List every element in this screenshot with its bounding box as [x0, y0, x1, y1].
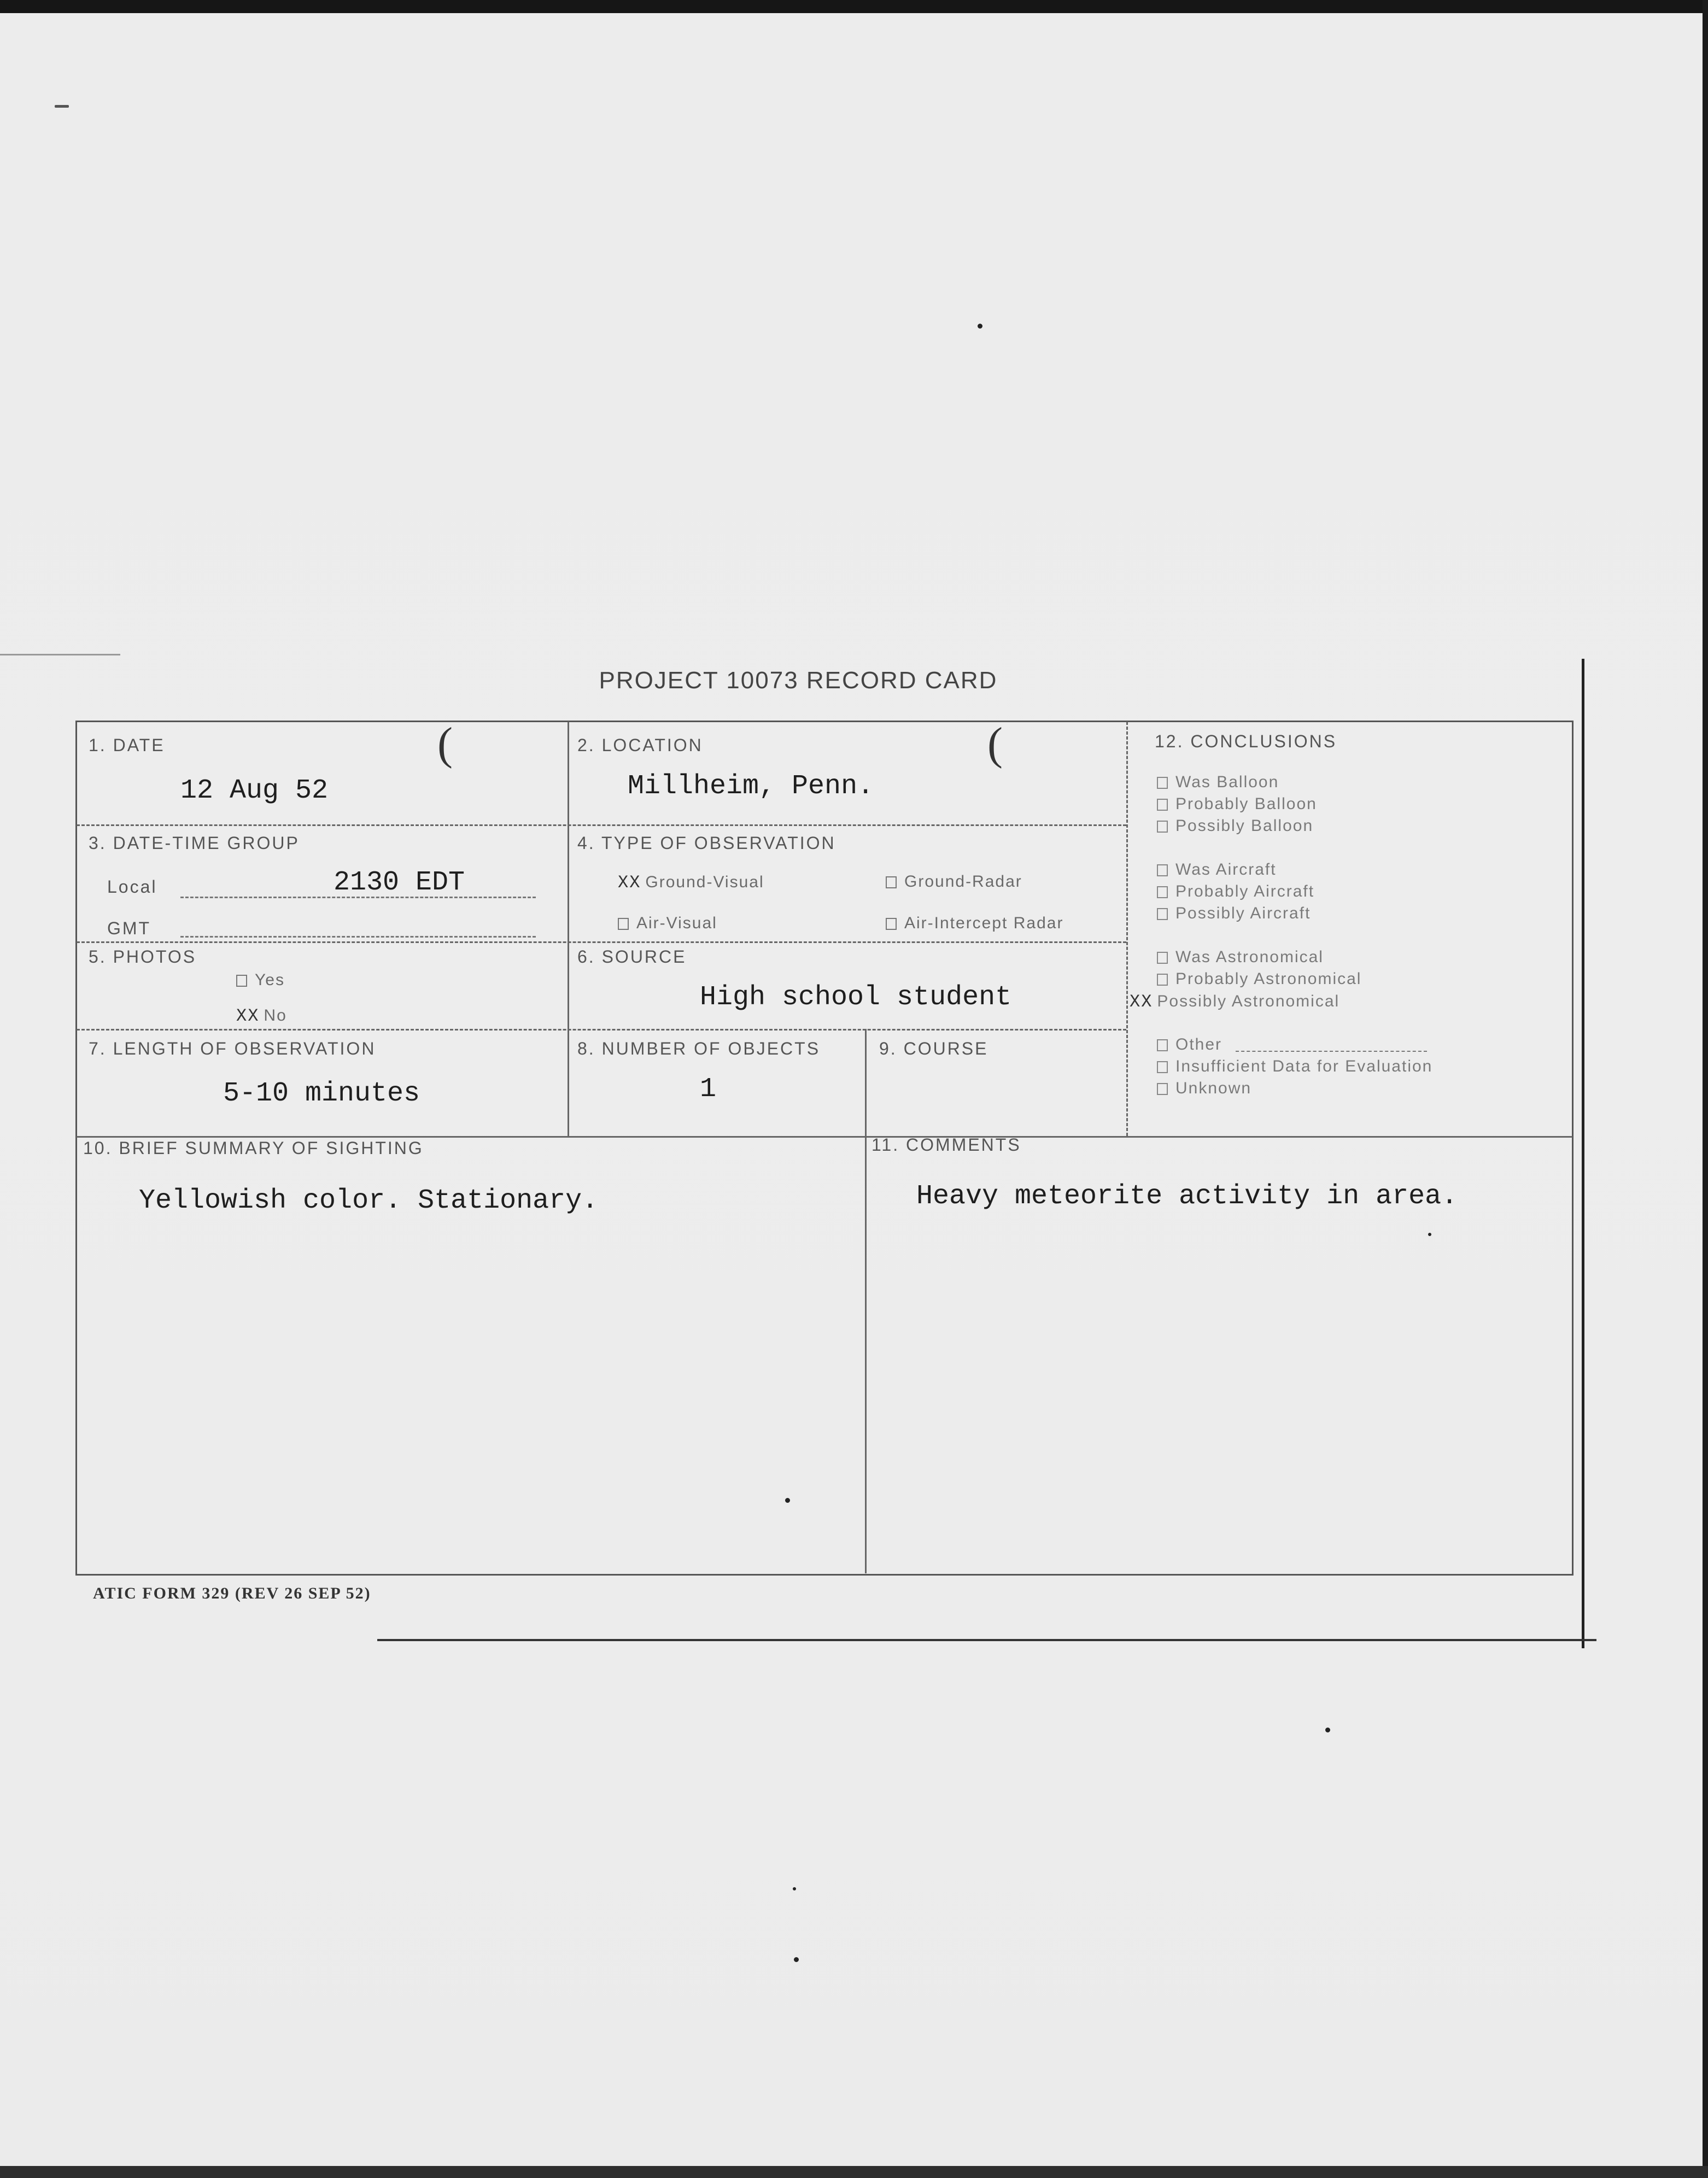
- checkbox-icon: [886, 918, 897, 930]
- gmt-underline: [180, 936, 536, 938]
- checkbox-icon: [618, 918, 629, 930]
- conclusion-possibly-balloon: Possibly Balloon: [1157, 817, 1313, 835]
- other-underline: [1236, 1051, 1427, 1052]
- photos-option-no: XX No: [236, 1006, 287, 1026]
- row-divider: [77, 1136, 1572, 1138]
- row-divider: [77, 1029, 1126, 1031]
- scan-border-top: [0, 0, 1708, 13]
- length-of-observation-value: 5-10 minutes: [223, 1078, 420, 1109]
- row-divider: [77, 824, 1126, 826]
- date-value: 12 Aug 52: [180, 775, 329, 806]
- scan-border-right: [1703, 0, 1708, 2178]
- location-label: 2. LOCATION: [577, 735, 703, 755]
- conclusion-unknown: Unknown: [1157, 1079, 1251, 1098]
- observation-option-ground-radar: Ground-Radar: [886, 873, 1022, 891]
- comments-label: 11. COMMENTS: [871, 1135, 1021, 1155]
- gmt-label: GMT: [107, 918, 151, 938]
- checkbox-icon: [1157, 821, 1168, 833]
- typed-checkmark: XX: [618, 873, 641, 893]
- checkbox-icon: [1157, 777, 1168, 789]
- conclusion-was-balloon: Was Balloon: [1157, 773, 1279, 792]
- punch-mark: (: [987, 718, 1003, 769]
- brief-summary-label: 10. BRIEF SUMMARY OF SIGHTING: [83, 1138, 424, 1158]
- brief-summary-value: Yellowish color. Stationary.: [139, 1185, 599, 1216]
- dust-speck: [793, 1887, 796, 1890]
- punch-mark: (: [437, 718, 453, 769]
- form-number: ATIC FORM 329 (REV 26 SEP 52): [93, 1584, 371, 1602]
- number-of-objects-label: 8. NUMBER OF OBJECTS: [577, 1039, 821, 1058]
- source-value: High school student: [700, 982, 1012, 1013]
- type-of-observation-label: 4. TYPE OF OBSERVATION: [577, 833, 836, 853]
- column-divider: [568, 722, 569, 1136]
- conclusion-was-aircraft: Was Aircraft: [1157, 860, 1277, 879]
- conclusion-insufficient-data: Insufficient Data for Evaluation: [1157, 1057, 1432, 1076]
- column-divider: [865, 1029, 867, 1573]
- date-label: 1. DATE: [89, 735, 165, 755]
- comments-value: Heavy meteorite activity in area.: [916, 1181, 1458, 1212]
- conclusion-possibly-aircraft: Possibly Aircraft: [1157, 904, 1311, 923]
- column-divider: [1126, 722, 1128, 1136]
- checkbox-icon: [1157, 908, 1168, 920]
- conclusion-probably-aircraft: Probably Aircraft: [1157, 882, 1314, 901]
- dust-speck: [1325, 1728, 1330, 1732]
- conclusion-probably-astronomical: Probably Astronomical: [1157, 970, 1361, 988]
- typed-checkmark: XX: [1130, 992, 1153, 1012]
- local-time-value: 2130 EDT: [334, 867, 465, 898]
- checkbox-icon: [1157, 1083, 1168, 1095]
- observation-option-ground-visual: XX Ground-Visual: [618, 873, 764, 893]
- checkbox-icon: [1157, 886, 1168, 898]
- checkbox-icon: [236, 975, 247, 987]
- dust-speck: [794, 1957, 799, 1962]
- photos-option-yes: Yes: [236, 971, 285, 990]
- checkbox-icon: [1157, 952, 1168, 964]
- conclusion-probably-balloon: Probably Balloon: [1157, 795, 1317, 813]
- date-time-group-label: 3. DATE-TIME GROUP: [89, 833, 300, 853]
- conclusion-possibly-astronomical: XX Possibly Astronomical: [1130, 992, 1340, 1012]
- number-of-objects-value: 1: [700, 1074, 717, 1105]
- typed-checkmark: XX: [236, 1006, 260, 1026]
- observation-option-air-visual: Air-Visual: [618, 914, 717, 933]
- card-edge-shadow: [1582, 659, 1584, 1648]
- checkbox-icon: [886, 876, 897, 888]
- scan-border-bottom: [0, 2166, 1708, 2178]
- card-title: PROJECT 10073 RECORD CARD: [599, 667, 998, 694]
- conclusion-other: Other: [1157, 1035, 1222, 1054]
- checkbox-icon: [1157, 1061, 1168, 1073]
- local-time-underline: [180, 897, 536, 898]
- source-label: 6. SOURCE: [577, 947, 687, 967]
- length-of-observation-label: 7. LENGTH OF OBSERVATION: [89, 1039, 376, 1058]
- local-time-label: Local: [107, 877, 157, 897]
- observation-option-air-intercept-radar: Air-Intercept Radar: [886, 914, 1063, 933]
- checkbox-icon: [1157, 799, 1168, 811]
- checkbox-icon: [1157, 1039, 1168, 1051]
- row-divider: [77, 941, 1126, 943]
- course-label: 9. COURSE: [879, 1039, 988, 1058]
- conclusions-label: 12. CONCLUSIONS: [1155, 731, 1337, 751]
- photos-label: 5. PHOTOS: [89, 947, 197, 967]
- checkbox-icon: [1157, 974, 1168, 986]
- dust-speck: [55, 105, 69, 108]
- location-value: Millheim, Penn.: [628, 771, 874, 802]
- dust-speck: [978, 324, 982, 329]
- checkbox-icon: [1157, 864, 1168, 876]
- scan-line: [0, 654, 120, 655]
- conclusion-was-astronomical: Was Astronomical: [1157, 948, 1324, 967]
- card-edge-shadow: [377, 1639, 1596, 1641]
